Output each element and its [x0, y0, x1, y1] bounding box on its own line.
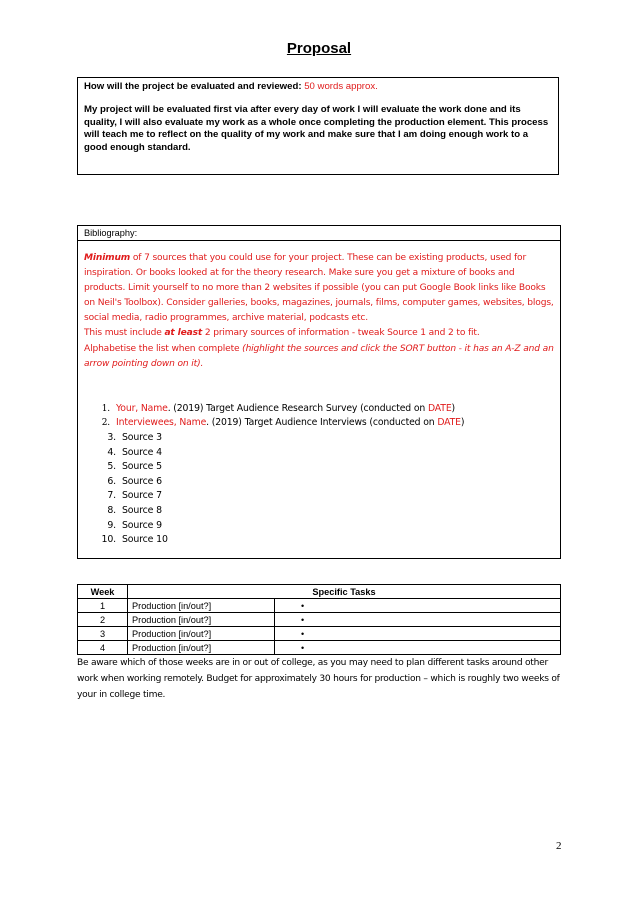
week-cell: 3: [78, 627, 128, 641]
source-text: Source 6: [122, 475, 162, 487]
list-item: [84, 504, 554, 519]
instruction-line-2a: This must include: [84, 328, 165, 339]
source-text: . (2019) Target Audience Interviews (conducted on: [206, 417, 438, 429]
list-item: [84, 460, 554, 475]
task-desc-cell: Production [in/out?]: [128, 627, 275, 641]
week-header: Week: [78, 585, 128, 599]
list-item: [84, 489, 554, 504]
list-item: [84, 475, 554, 490]
page-number: 2: [556, 840, 562, 852]
source-number: 1.: [101, 403, 110, 414]
schedule-note: Be aware which of those weeks are in or out of college, as you may need to plan different tasks around other work when working remotely. Budget for approximately 30 hours for production – which is roughly two weeks of your in college time.: [77, 658, 560, 701]
source-number: 9.: [107, 519, 116, 531]
instruction-line-2b: 2 primary sources of information - tweak Source 1 and 2 to fit.: [202, 328, 480, 339]
source-date: DATE: [437, 417, 461, 429]
primary-sources-list: [84, 402, 554, 431]
bibliography-body: [78, 241, 560, 548]
task-desc-cell: Production [in/out?]: [128, 641, 275, 655]
task-bullet-cell: •: [275, 599, 561, 613]
table-row: [78, 613, 561, 627]
instruction-line-3: Alphabetise the list when complete: [84, 343, 243, 354]
evaluation-answer: My project will be evaluated first via after every day of work I will evaluate the work done and its quality, I will also evaluate my work as a whole once completing the production element. This process will teach me to reflect on the quality of my work and make sure that I am doing enough work to a good enough standard.: [84, 104, 549, 153]
evaluation-question: [84, 81, 552, 93]
word-limit: 50 words approx.: [304, 81, 378, 92]
source-text: Source 3: [122, 431, 162, 443]
week-cell: 2: [78, 613, 128, 627]
list-item: [84, 533, 554, 548]
source-number: 5.: [107, 461, 116, 473]
source-text: . (2019) Target Audience Research Survey (conducted on: [167, 402, 428, 414]
source-number: 4.: [107, 446, 116, 458]
task-bullet-cell: •: [275, 613, 561, 627]
table-row: [78, 641, 561, 655]
source-author: Interviewees, Name: [116, 417, 207, 429]
placeholder-sources-list: [84, 431, 554, 548]
at-least-word: at least: [164, 328, 203, 339]
task-bullet-cell: •: [275, 627, 561, 641]
evaluation-question-text: How will the project be evaluated and reviewed:: [84, 81, 302, 92]
source-number: 8.: [107, 504, 116, 516]
list-item: [84, 519, 554, 534]
source-number: 10.: [101, 534, 116, 546]
tasks-header: Specific Tasks: [128, 585, 561, 599]
task-desc-cell: Production [in/out?]: [128, 599, 275, 613]
source-text: Source 5: [122, 461, 162, 473]
page-title: Proposal: [286, 40, 352, 57]
source-text: Source 8: [122, 504, 162, 516]
evaluation-box: [77, 77, 559, 175]
table-header-row: [78, 585, 561, 599]
week-cell: 1: [78, 599, 128, 613]
source-text: Source 10: [122, 534, 168, 546]
bibliography-heading: Bibliography:: [78, 226, 560, 241]
bibliography-box: [77, 225, 561, 559]
table-row: [78, 599, 561, 613]
list-item: [84, 446, 554, 461]
source-date: DATE: [427, 402, 452, 414]
source-number: 7.: [107, 490, 116, 502]
list-item: [84, 402, 554, 417]
task-desc-cell: Production [in/out?]: [128, 613, 275, 627]
list-item: [84, 431, 554, 446]
source-end: ): [460, 417, 465, 429]
minimum-word: Minimum: [84, 253, 131, 263]
list-item: [84, 416, 554, 431]
source-text: Source 4: [122, 446, 162, 458]
source-text: Source 9: [122, 519, 162, 531]
instruction-paragraph-1: of 7 sources that you could use for your project. These can be existing products, used for inspiration. Or books looked at for the theory research. Make sure you get a mixture of books and products. Limit yourself to no more than 2 websites if possible (you can put Google Book links like Books on Neil's Toolbox). Consider galleries, books, magazines, journals, films, computer games, websites, blogs, social media, radio programmes, archive material, podcasts etc.: [84, 253, 554, 324]
bibliography-instructions: [84, 251, 554, 372]
source-author: Your, Name: [116, 402, 168, 414]
task-bullet-cell: •: [275, 641, 561, 655]
source-number: 2.: [101, 418, 110, 429]
source-number: 6.: [107, 475, 116, 487]
week-cell: 4: [78, 641, 128, 655]
source-number: 3.: [107, 431, 116, 443]
source-end: ): [451, 402, 456, 414]
schedule-table: [77, 584, 561, 655]
table-row: [78, 627, 561, 641]
source-text: Source 7: [122, 490, 162, 502]
instruction-line-3-italic: (highlight the sources and click the SORT button - it has an A-Z and an arrow pointing down on it).: [84, 343, 554, 369]
